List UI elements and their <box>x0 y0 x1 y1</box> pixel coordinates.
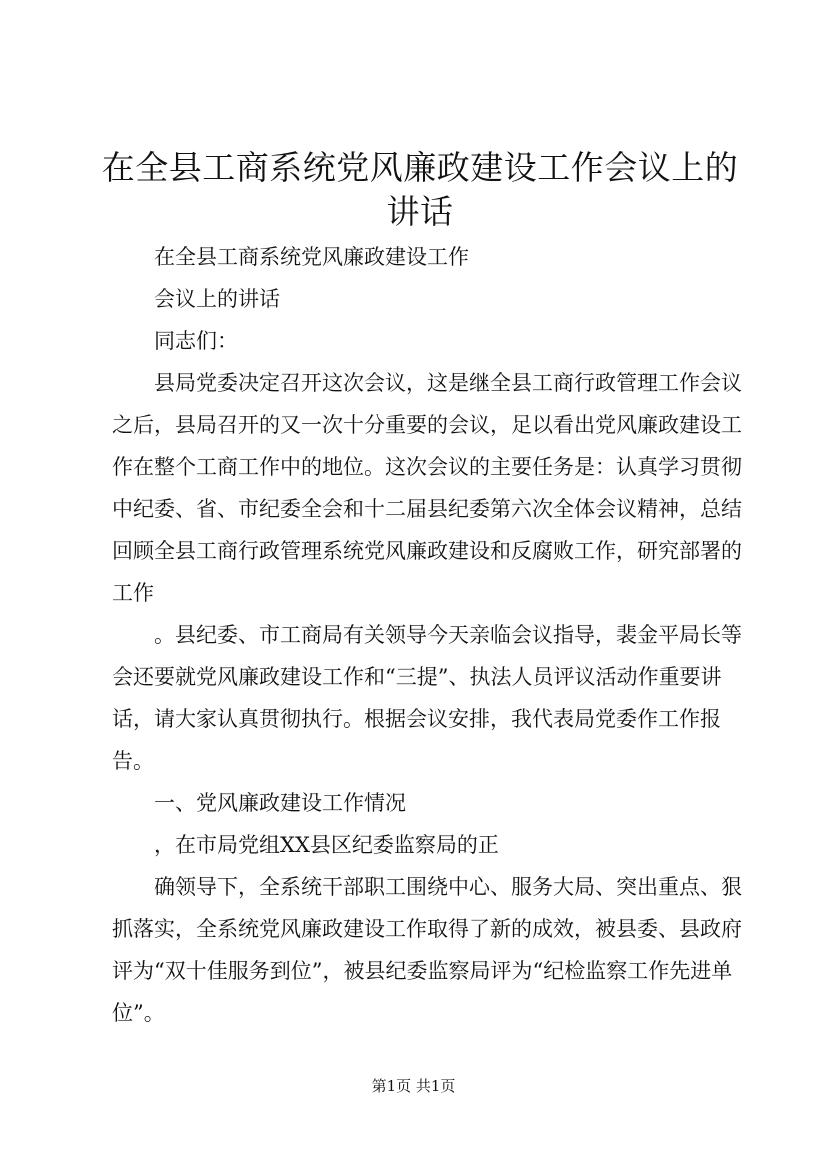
subtitle-line-2: 会议上的讲话 <box>154 287 280 311</box>
section-heading: 一、党风廉政建设工作情况 <box>154 791 406 815</box>
subtitle-line-1: 在全县工商系统党风廉政建设工作 <box>154 245 469 269</box>
salutation: 同志们： <box>154 329 238 353</box>
document-body <box>112 236 742 1034</box>
page-footer: 第1页 共1页 <box>371 1077 456 1095</box>
paragraph-leaders: 。县纪委、市工商局有关领导今天亲临会议指导，裴金平局长等会还要就党风廉政建设工作和“三提”、执法人员评议活动作重要讲话，请大家认真贯彻执行。根据会议安排，我代表局党委作工作报告。 <box>112 623 742 773</box>
document-title: 在全县工商系统党风廉政建设工作会议上的讲话 <box>101 148 739 231</box>
paragraph-intro: 县局党委决定召开这次会议，这是继全县工商行政管理工作会议之后，县局召开的又一次十分重要的会议，足以看出党风廉政建设工作在整个工商工作中的地位。这次会议的主要任务是：认真学习贯彻中纪委、省、市纪委全会和十二届县纪委第六次全体会议精神，总结回顾全县工商行政管理系统党风廉政建设和反腐败工作，研究部署的工作 <box>112 371 742 605</box>
paragraph-achievements: 确领导下，全系统干部职工围绕中心、服务大局、突出重点、狠抓落实，全系统党风廉政建设工作取得了新的成效，被县委、县政府评为“双十佳服务到位”，被县纪委监察局评为“纪检监察工作先进单位”。 <box>112 875 742 1025</box>
paragraph-leadership-line: ，在市局党组XX县区纪委监察局的正 <box>154 833 499 857</box>
